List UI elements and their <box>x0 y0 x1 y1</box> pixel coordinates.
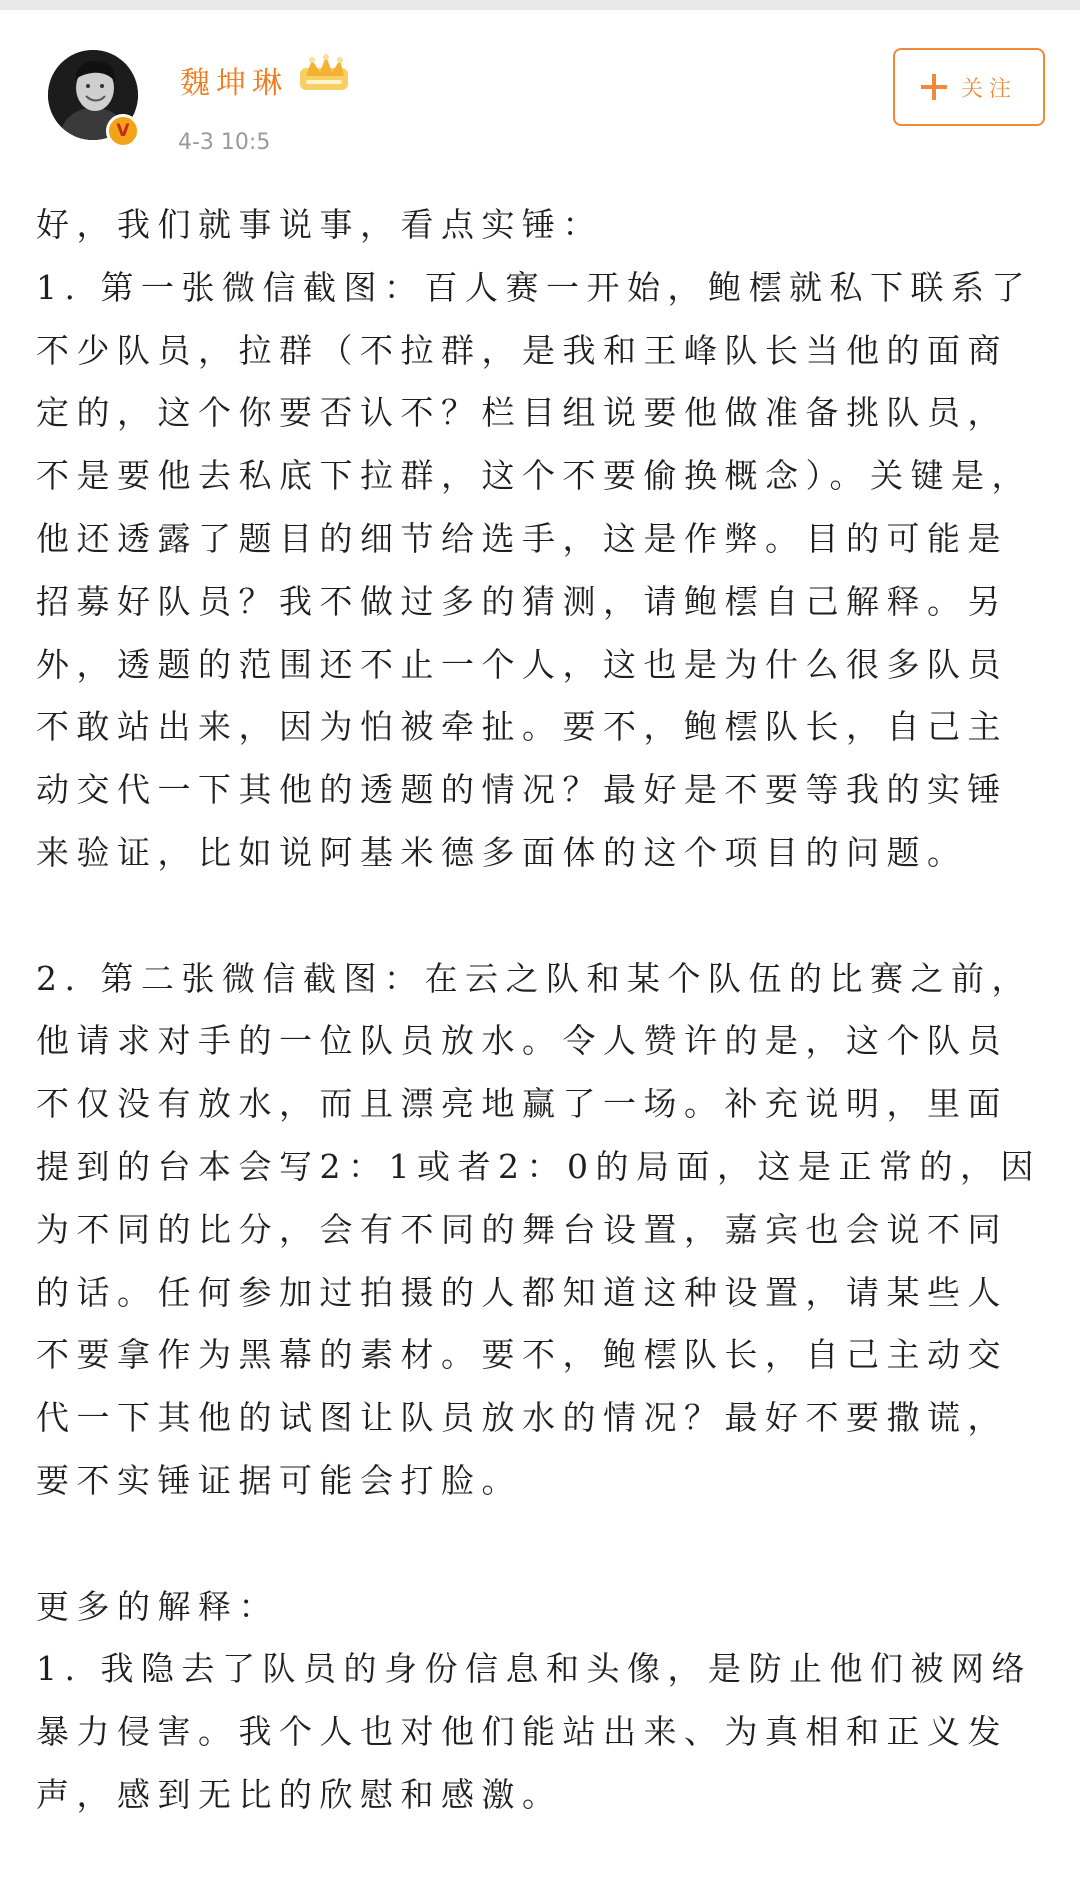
post-time: 4-3 10:5 <box>178 130 271 155</box>
post-more-point-1: 1. 我隐去了队员的身份信息和头像，是防止他们被网络暴力侵害。我个人也对他们能站出来、为真相和正义发声，感到无比的欣慰和感激。 <box>36 1649 1032 1814</box>
crown-icon <box>298 54 350 92</box>
post-body <box>36 194 1046 1827</box>
post-point-1: 1. 第一张微信截图：百人赛一开始，鲍橒就私下联系了不少队员，拉群（不拉群，是我和王峰队长当他的面商定的，这个你要否认不？栏目组说要他做准备挑队员，不是要他去私底下拉群，这个不要偷换概念）。关键是，他还透露了题目的细节给选手，这是作弊。目的可能是招募好队员？我不做过多的猜测，请鲍橒自己解释。另外，透题的范围还不止一个人，这也是为什么很多队员不敢站出来，因为怕被牵扯。要不，鲍橒队长，自己主动交代一下其他的透题的情况？最好是不要等我的实锤来验证，比如说阿基米德多面体的这个项目的问题。 <box>36 267 1032 872</box>
post-point-2: 2. 第二张微信截图：在云之队和某个队伍的比赛之前，他请求对手的一位队员放水。令人赞许的是，这个队员不仅没有放水，而且漂亮地赢了一场。补充说明，里面提到的台本会写2：1或者2：0的局面，这是正常的，因为不同的比分，会有不同的舞台设置，嘉宾也会说不同的话。任何参加过拍摄的人都知道这种设置，请某些人不要拿作为黑幕的素材。要不，鲍橒队长，自己主动交代一下其他的试图让队员放水的情况？最好不要撒谎，要不实锤证据可能会打脸。 <box>36 958 1041 1500</box>
paragraph-spacer <box>36 885 1046 948</box>
follow-label: 关注 <box>960 76 1017 102</box>
plus-icon <box>921 74 947 100</box>
follow-button[interactable] <box>893 48 1045 126</box>
paragraph-spacer <box>36 1513 1046 1576</box>
user-name[interactable]: 魏坤琳 <box>180 66 288 101</box>
post-more-heading: 更多的解释： <box>36 1586 279 1626</box>
post-header <box>0 10 1080 160</box>
post-intro: 好，我们就事说事，看点实锤： <box>36 205 603 244</box>
top-strip <box>0 0 1080 10</box>
verified-badge-label: V <box>116 120 130 141</box>
verified-badge-icon <box>106 114 140 148</box>
